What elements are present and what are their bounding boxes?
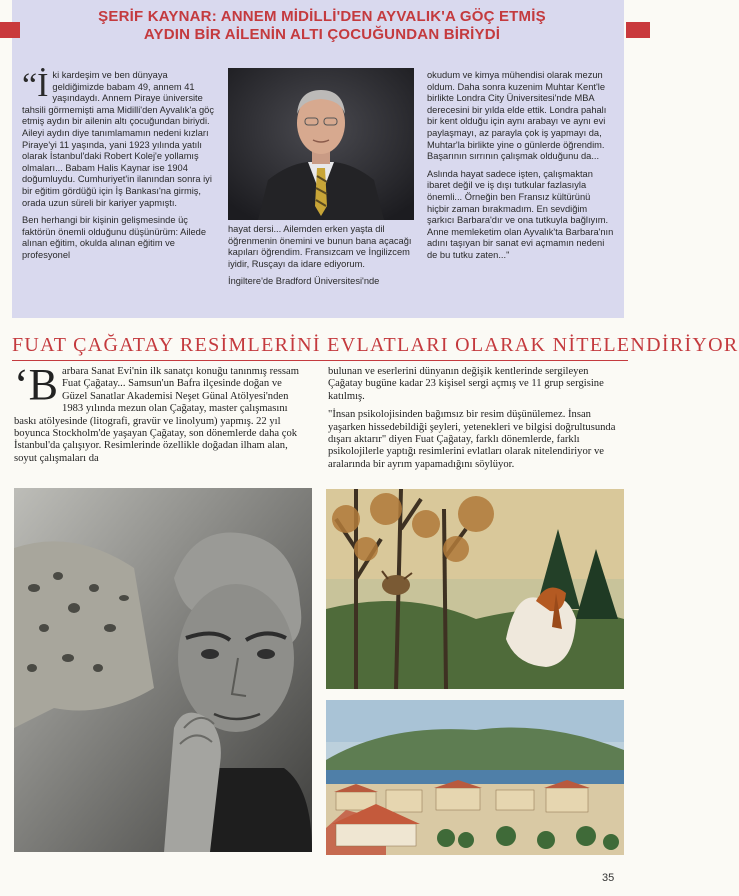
article-column-left	[14, 360, 308, 471]
article-right-para1: bulunan ve eserlerini dünyanın değişik kentlerinde sergileyen Çağatay bugüne kadar 23 kişisel sergi açmış ve 11 grup sergisine katılmış.	[328, 366, 604, 402]
quote-mark: “	[22, 67, 38, 104]
portrait-svg	[228, 68, 414, 220]
interview-col2-para2: İngiltere'de Bradford Üniversitesi'nde	[228, 276, 380, 287]
article-left-para1	[14, 360, 308, 465]
red-tab-right	[626, 22, 650, 38]
interview-col1-text1: ki kardeşim ve ben dünyaya geldiğimizde babam 49, annem 41 yaşındaydı. Annem Piraye üniversite tahsili görmemişti ama Midilli'den Ayvalık'a göç etmiş aydın bir ailenin altı çocuğundan biriydi. Aileyi aydın diye tanımlamamın nedeni kızları Piraye'yi 11 yaşında, yani 1923 yılında yatılı olarak İstanbul'daki Robert Kolej'e yollamış olmaları... Babam Halis Kaynar ise 1904 doğumluydu. Cumhuriyet'in ilanından sonra iyi bir eğitim gördüğü için İş Bankası'na girmiş, orada uzun süreli bir kariyer yapmıştı.	[22, 70, 214, 208]
city-painting	[326, 700, 624, 855]
dog-painting	[326, 489, 624, 689]
dropcap-i	[22, 67, 49, 104]
city-painting-svg	[326, 700, 624, 855]
interview-column-1	[22, 67, 218, 268]
interview-column-3	[427, 70, 615, 268]
title-divider	[12, 360, 628, 361]
dropcap-letter: İ	[37, 67, 49, 104]
artist-photo-svg	[14, 488, 312, 852]
article-column-right	[328, 366, 624, 477]
page-number: 35	[602, 872, 615, 884]
dog-painting-svg	[326, 489, 624, 689]
interview-col3-para2: Aslında hayat sadece işten, çalışmaktan ibaret değil ve iş dışı tutkular fazlasıyla önemli... Örneğin ben Fransız kültürünü hiçbir zaman bırakmadım. En sevdiğim şarkıcı Barbara'dır ve ona tutkuyla bağlıyım. Anne memleketim olan Ayvalık'ta Barbara'nın adını taşıyan bir sanat evi açmamın nedeni de bu tutku zaten..."	[427, 168, 614, 260]
interview-col1-para1	[22, 67, 218, 209]
interview-title-line1: ŞERİF KAYNAR: ANNEM MİDİLLİ'DEN AYVALIK'A GÖÇ ETMİŞ	[98, 8, 546, 25]
interview-col2-para1: hayat dersi... Ailemden erken yaşta dil öğrenmenin önemini ve bunun bana açacağı kapıları öğrendim. Fransızcam ve İngilizcem iyidir, Rusçayı da idare ediyorum.	[228, 224, 412, 269]
article-left-text: arbara Sanat Evi'nin ilk sanatçı konuğu tanınmış ressam Fuat Çağatay... Samsun'un Bafra ilçesinde doğan ve Güzel Sanatlar Akademisi Neşet Günal Atölyesi'nden 1983 yılında mezun olan Çağatay, master çalışmasını baskı atölyesinde (litografi, gravür ve linolyum) yapmış. 22 yıl boyunca Stockholm'de yaşayan Çağatay, son dönemlerde daha çok İstanbul'da çalışıyor. Resimlerinde özellikle doğadan ilham alan, soyut çalışmaları da	[14, 366, 299, 464]
open-quote: ‘	[14, 360, 29, 409]
article-title: FUAT ÇAĞATAY RESİMLERİNİ EVLATLARI OLARAK NİTELENDİRİYOR	[12, 334, 739, 356]
article-right-para2: "İnsan psikolojisinden bağımsız bir resim düşünülemez. İnsan yaşarken hissedebildiği şeyleri, yetenekleri ve bilgisi doğrultusunda dışarı aktarır" diyen Fuat Çağatay, farklı dönemlerde, farklı psikolojilerle yaptığı resimlerini evlatları olarak nitelendiriyor ve aralarında bir ayrım yapamadığını söylüyor.	[328, 409, 616, 470]
interview-col1-para2: Ben herhangi bir kişinin gelişmesinde üç faktörün önemli olduğunu düşünürüm: Ailede alınan eğitim, okulda alınan eğitim ve profesyonel	[22, 215, 206, 260]
dropcap-b	[14, 360, 59, 409]
dropcap-b-letter: B	[28, 360, 59, 409]
red-tab-left	[0, 22, 20, 38]
interview-column-2	[228, 224, 414, 294]
interview-col3-para1: okudum ve kimya mühendisi olarak mezun oldum. Daha sonra kuzenim Muhtar Kent'le birlikte Londra City Üniversitesi'nde MBA derecesini bir yılda elde ettik. Londra pahalı bir kent olduğu için aynı arabayı ve aynı evi paylaşmayı, az parayla çok iş yapmayı da, Muhtar'la birlikte yine o günlerde öğrendim. Başarının sırrının çalışmak olduğunu da...	[427, 70, 607, 162]
interview-title	[20, 8, 624, 44]
interview-title-line2: AYDIN BİR AİLENİN ALTI ÇOCUĞUNDAN BİRİYDİ	[143, 26, 501, 43]
serif-kaynar-portrait	[228, 68, 414, 220]
fuat-cagatay-photo	[14, 488, 312, 852]
